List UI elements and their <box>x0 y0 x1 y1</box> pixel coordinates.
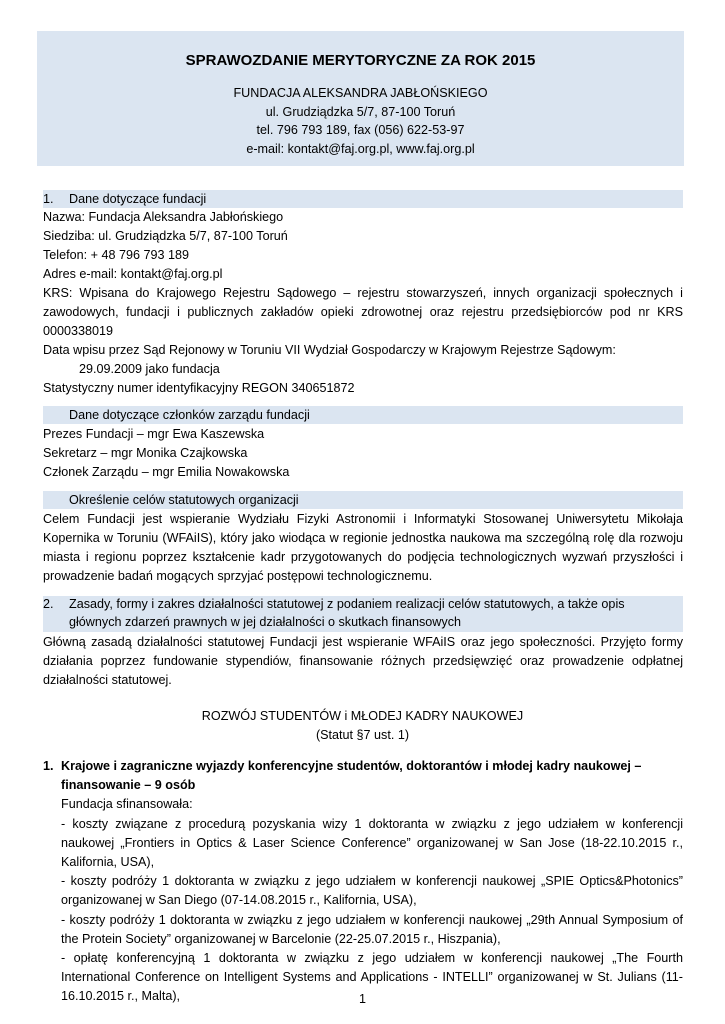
foundation-registration: Data wpisu przez Sąd Rejonowy w Toruniu VII Wydział Gospodarczy w Krajowym Rejestrze Sądowym: <box>43 343 616 357</box>
page-number: 1 <box>358 992 366 1006</box>
goals-text: Celem Fundacji jest wspieranie Wydziału Fizyki Astronomii i Informatyki Stosowanej Uniwersytetu Mikołaja Kopernika w Toruniu (WFAiIS), który jako wiodąca w regionie jednostka naukowa ma szczególną rolę dla rozwoju miasta i regionu poprzez kształcenie kadr przygotowanych do podjęcia technologicznych wyzwań przyszłości i prowadzenie badań mogących sprzyjać postępowi technologicznemu. <box>43 512 683 583</box>
board-heading <box>43 406 683 424</box>
report-title: SPRAWOZDANIE MERYTORYCZNE ZA ROK 2015 <box>185 52 536 69</box>
org-phone: tel. 796 793 189, fax (056) 622-53-97 <box>256 123 465 137</box>
foundation-krs: KRS: Wpisana do Krajowego Rejestru Sądowego – rejestru stowarzyszeń, innych organizacji społecznych i zawodowych, fundacji i publicznych zakładów opieki zdrowotnej oraz rejestru przedsiębiorców pod nr KRS 0000338019 <box>43 286 683 338</box>
foundation-registration-date: 29.09.2009 jako fundacja <box>79 362 220 376</box>
board-title: Dane dotyczące członków zarządu fundacji <box>69 408 310 422</box>
list-item: - opłatę konferencyjną 1 doktoranta w związku z jego udziałem w konferencji naukowej „The Fourth International Conference on Intelligent Systems and Applications - INTELLI” organizowanej w St. Julians (11-16.10.2015 r., Malta), <box>61 951 683 1004</box>
board-president: Prezes Fundacji – mgr Ewa Kaszewska <box>43 427 265 441</box>
section-2-text: Główną zasadą działalności statutowej Fundacji jest wspieranie WFAiIS oraz jego społeczności. Przyjęto formy działania poprzez fundowanie stypendiów, finansowanie różnych przedsięwzięć oraz prowadzenie odpłatnej działalności statutowej. <box>43 635 683 687</box>
section-1-title: Dane dotyczące fundacji <box>69 192 207 206</box>
foundation-seat: Siedziba: ul. Grudziądzka 5/7, 87-100 Toruń <box>43 229 288 243</box>
goals-section <box>43 510 683 586</box>
foundation-details <box>43 208 683 398</box>
org-address: ul. Grudziądzka 5/7, 87-100 Toruń <box>265 104 456 119</box>
goals-heading <box>43 491 683 509</box>
section-1-number: 1. <box>43 192 54 206</box>
development-heading: ROZWÓJ STUDENTÓW i MŁODEJ KADRY NAUKOWEJ <box>201 709 524 723</box>
board-secretary: Sekretarz – mgr Monika Czajkowska <box>43 446 248 460</box>
section-2-number: 2. <box>43 597 54 611</box>
foundation-phone: Telefon: + 48 796 793 189 <box>43 248 190 262</box>
section-2-heading <box>43 596 683 632</box>
section-2-title: Zasady, formy i zakres działalności statutowej z podaniem realizacji celów statutowych, a także opis głównych zdarzeń prawnych w jej działalności o skutkach finansowych <box>69 597 625 629</box>
board-members <box>43 425 683 482</box>
development-statute: (Statut §7 ust. 1) <box>315 728 410 742</box>
list-item: - koszty podróży 1 doktoranta w związku z jego udziałem w konferencji naukowej „29th Annual Symposium of the Protein Society” organizowanej w Barcelonie (22-25.07.2015 r., Hiszpania), <box>61 912 683 946</box>
report-header <box>37 31 684 166</box>
item-1 <box>43 757 683 1007</box>
foundation-regon: Statystyczny numer identyfikacyjny REGON 340651872 <box>43 381 355 395</box>
board-member: Członek Zarządu – mgr Emilia Nowakowska <box>43 465 290 479</box>
section-2-body <box>43 633 683 690</box>
item-1-intro: Fundacja sfinansowała: <box>61 797 193 812</box>
org-email: e-mail: kontakt@faj.org.pl, www.faj.org.pl <box>246 141 475 156</box>
goals-title: Określenie celów statutowych organizacji <box>69 493 299 507</box>
foundation-name: Nazwa: Fundacja Aleksandra Jabłońskiego <box>43 210 284 224</box>
list-item: - koszty podróży 1 doktoranta w związku z jego udziałem w konferencji naukowej „SPIE Optics&Photonics” organizowanej w San Diego (07-14.08.2015 r., Kalifornia, USA), <box>61 874 683 908</box>
item-1-number: 1. <box>43 759 54 773</box>
list-item: - koszty związane z procedurą pozyskania wizy 1 doktoranta w związku z jego udziałem w konferencji naukowej „Frontiers in Optics & Laser Science Conference” organizowanej w San Jose (18-22.10.2015 r., Kalifornia, USA), <box>61 816 683 870</box>
foundation-email: Adres e-mail: kontakt@faj.org.pl <box>43 267 223 281</box>
section-1-heading <box>43 190 683 208</box>
item-1-title: Krajowe i zagraniczne wyjazdy konferencyjne studentów, doktorantów i młodej kadry naukowej – finansowanie – 9 osób <box>61 759 642 793</box>
org-name: FUNDACJA ALEKSANDRA JABŁOŃSKIEGO <box>233 86 488 100</box>
